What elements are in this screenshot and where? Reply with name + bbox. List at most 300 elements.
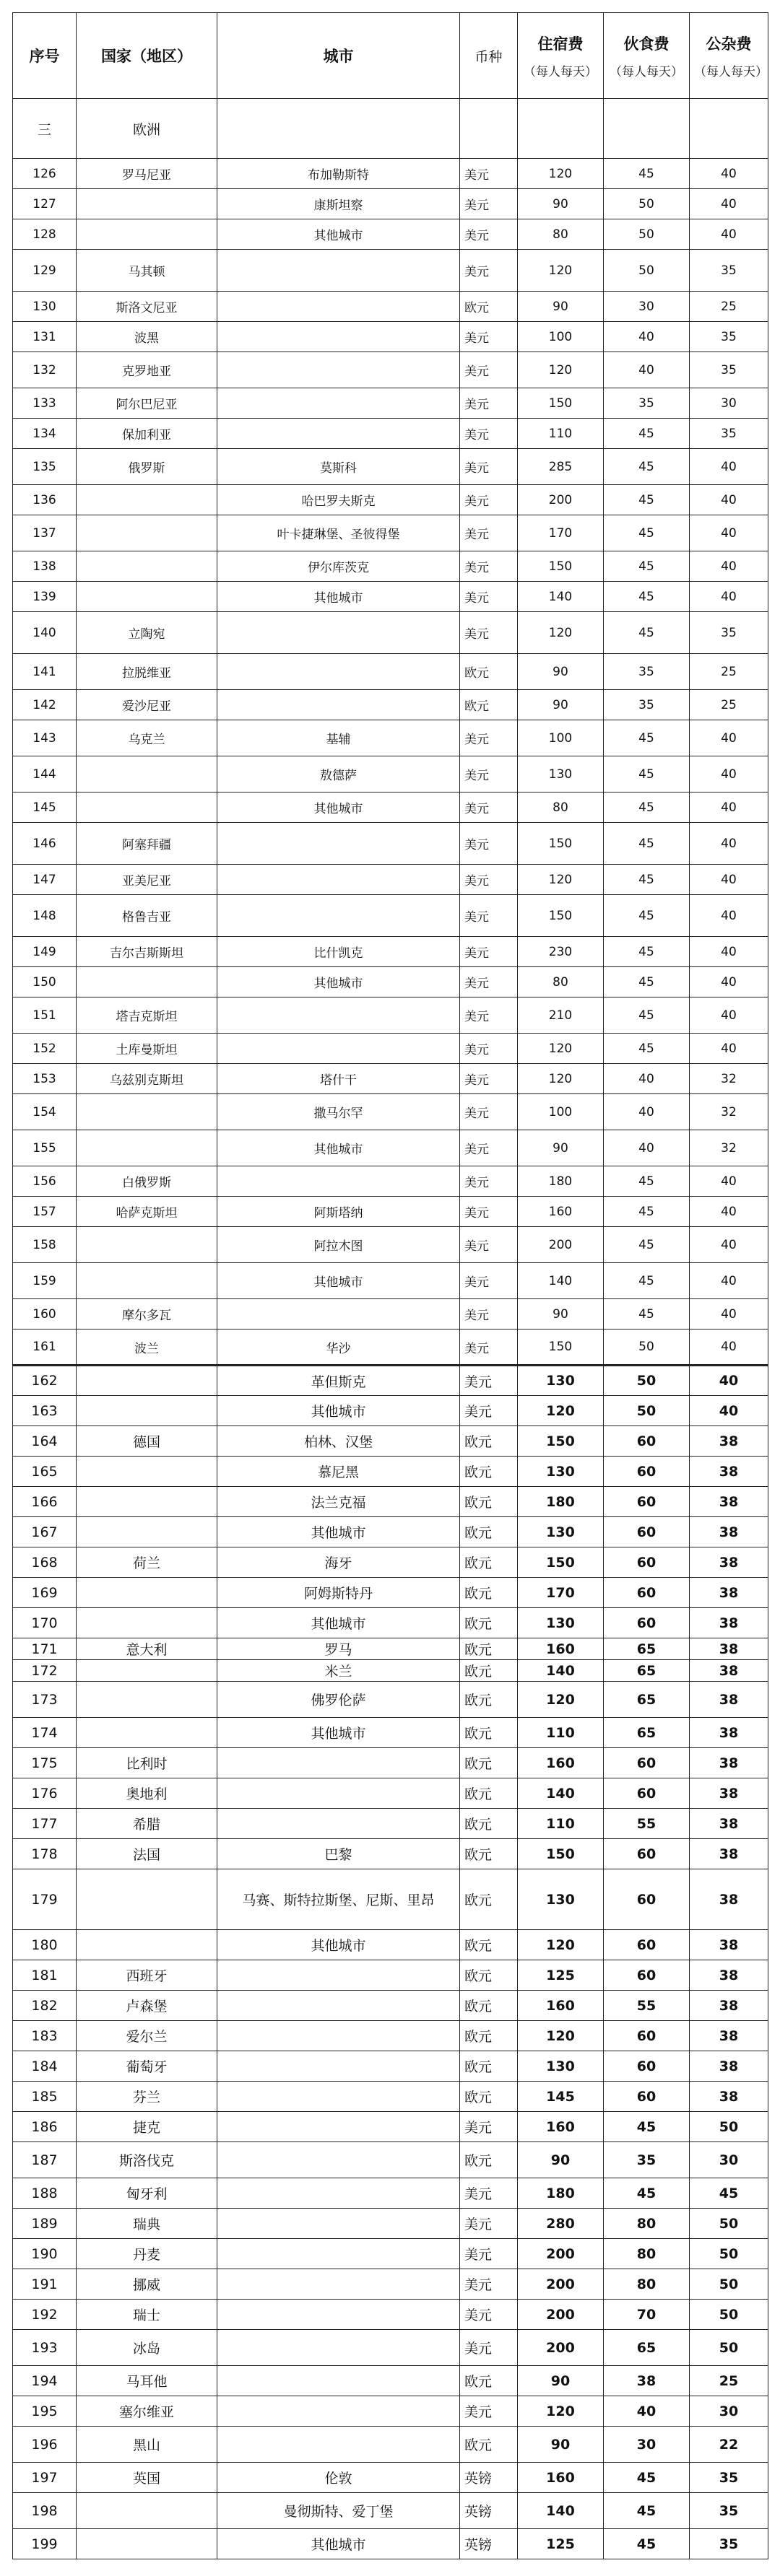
row-city: 其他城市: [217, 1263, 460, 1299]
row-lodging: 210: [518, 997, 604, 1034]
row-seq: 191: [13, 2269, 77, 2300]
row-meals: 70: [604, 2300, 690, 2330]
row-seq: 126: [13, 159, 77, 189]
row-currency: 美元: [460, 1130, 518, 1166]
row-country: 比利时: [77, 1748, 217, 1778]
row-country: 意大利: [77, 1638, 217, 1660]
header-currency: 币种: [460, 13, 518, 99]
header-meals-title: 伙食费: [623, 35, 670, 53]
row-city: 其他城市: [217, 967, 460, 997]
row-country: 马耳他: [77, 2366, 217, 2396]
row-country: 斯洛伐克: [77, 2142, 217, 2178]
row-lodging: 160: [518, 1748, 604, 1778]
row-seq: 141: [13, 654, 77, 690]
row-seq: 161: [13, 1330, 77, 1366]
table-row: [13, 292, 768, 322]
table-row: [13, 2463, 768, 2493]
row-currency: 美元: [460, 419, 518, 449]
header-city: 城市: [217, 13, 460, 99]
table-row: [13, 159, 768, 189]
row-misc: 35: [690, 250, 768, 292]
row-lodging: 150: [518, 1547, 604, 1578]
row-seq: 187: [13, 2142, 77, 2178]
row-misc: 35: [690, 419, 768, 449]
row-city: 其他城市: [217, 2529, 460, 2559]
table-row: [13, 1130, 768, 1166]
table-row: [13, 690, 768, 720]
row-country: 希腊: [77, 1809, 217, 1839]
row-currency: 美元: [460, 2269, 518, 2300]
row-city: 马赛、斯特拉斯堡、尼斯、里昂: [217, 1869, 460, 1930]
table-row: [13, 1487, 768, 1517]
row-meals: 80: [604, 2209, 690, 2239]
row-seq: 148: [13, 895, 77, 937]
row-lodging: 120: [518, 1064, 604, 1094]
row-currency: 美元: [460, 2178, 518, 2209]
row-seq: 198: [13, 2493, 77, 2529]
row-city: [217, 2427, 460, 2463]
row-meals: 40: [604, 1064, 690, 1094]
row-seq: 164: [13, 1426, 77, 1457]
row-seq: 171: [13, 1638, 77, 1660]
row-country: 乌兹别克斯坦: [77, 1064, 217, 1094]
row-country: [77, 515, 217, 551]
row-lodging: 90: [518, 1299, 604, 1330]
row-misc: 35: [690, 2529, 768, 2559]
row-currency: 欧元: [460, 292, 518, 322]
table-row: [13, 1660, 768, 1682]
section-row-europe: [13, 99, 768, 159]
row-lodging: 180: [518, 1487, 604, 1517]
row-city: [217, 250, 460, 292]
row-misc: 38: [690, 2082, 768, 2112]
row-currency: 美元: [460, 2112, 518, 2142]
row-city: [217, 690, 460, 720]
row-seq: 173: [13, 1682, 77, 1718]
row-meals: 45: [604, 419, 690, 449]
row-city: [217, 1960, 460, 1991]
section-empty-cell: [604, 99, 690, 159]
row-currency: 英镑: [460, 2493, 518, 2529]
section-empty-cell: [690, 99, 768, 159]
row-currency: 欧元: [460, 2051, 518, 2082]
row-city: 其他城市: [217, 793, 460, 823]
row-currency: 英镑: [460, 2463, 518, 2493]
row-city: [217, 2366, 460, 2396]
row-currency: 美元: [460, 449, 518, 485]
row-currency: 欧元: [460, 1748, 518, 1778]
row-currency: 美元: [460, 865, 518, 895]
row-meals: 45: [604, 551, 690, 582]
row-city: 塔什干: [217, 1064, 460, 1094]
row-currency: 欧元: [460, 2142, 518, 2178]
row-currency: 欧元: [460, 1718, 518, 1748]
row-lodging: 180: [518, 2178, 604, 2209]
row-city: 康斯坦察: [217, 189, 460, 219]
row-country: [77, 1608, 217, 1638]
row-lodging: 130: [518, 756, 604, 793]
row-currency: 美元: [460, 2396, 518, 2427]
row-currency: 欧元: [460, 1547, 518, 1578]
row-meals: 45: [604, 1166, 690, 1197]
row-city: 基辅: [217, 720, 460, 756]
row-meals: 45: [604, 2178, 690, 2209]
row-meals: 60: [604, 1608, 690, 1638]
row-lodging: 130: [518, 2051, 604, 2082]
row-misc: 40: [690, 1330, 768, 1366]
table-row: [13, 219, 768, 250]
row-country: [77, 1130, 217, 1166]
row-meals: 80: [604, 2239, 690, 2269]
row-seq: 163: [13, 1396, 77, 1426]
row-meals: 45: [604, 1263, 690, 1299]
row-country: [77, 1487, 217, 1517]
row-lodging: 280: [518, 2209, 604, 2239]
row-meals: 45: [604, 823, 690, 865]
row-seq: 156: [13, 1166, 77, 1197]
table-row: [13, 2239, 768, 2269]
table-row: [13, 967, 768, 997]
row-lodging: 90: [518, 2366, 604, 2396]
row-seq: 155: [13, 1130, 77, 1166]
row-city: 哈巴罗夫斯克: [217, 485, 460, 515]
row-seq: 134: [13, 419, 77, 449]
section-name: 欧洲: [77, 99, 217, 159]
row-meals: 45: [604, 1034, 690, 1064]
row-country: 罗马尼亚: [77, 159, 217, 189]
row-misc: 38: [690, 1457, 768, 1487]
row-meals: 50: [604, 250, 690, 292]
row-city: [217, 322, 460, 352]
row-currency: 美元: [460, 756, 518, 793]
row-misc: 35: [690, 2463, 768, 2493]
table-row: [13, 1396, 768, 1426]
row-city: [217, 419, 460, 449]
row-meals: 55: [604, 1809, 690, 1839]
row-misc: 25: [690, 654, 768, 690]
row-lodging: 200: [518, 1227, 604, 1263]
row-lodging: 120: [518, 250, 604, 292]
row-lodging: 120: [518, 612, 604, 654]
row-lodging: 130: [518, 1457, 604, 1487]
row-country: [77, 1682, 217, 1718]
row-meals: 65: [604, 2330, 690, 2366]
row-lodging: 120: [518, 1682, 604, 1718]
row-country: [77, 219, 217, 250]
table-row: [13, 419, 768, 449]
row-city: [217, 1166, 460, 1197]
table-row: [13, 937, 768, 967]
row-lodging: 100: [518, 1094, 604, 1130]
row-misc: 50: [690, 2330, 768, 2366]
row-city: 阿斯塔纳: [217, 1197, 460, 1227]
row-misc: 38: [690, 1660, 768, 1682]
row-country: [77, 1578, 217, 1608]
row-lodging: 130: [518, 1366, 604, 1396]
row-seq: 190: [13, 2239, 77, 2269]
row-meals: 65: [604, 1638, 690, 1660]
row-lodging: 150: [518, 388, 604, 419]
table-row: [13, 612, 768, 654]
row-seq: 183: [13, 2021, 77, 2051]
row-seq: 143: [13, 720, 77, 756]
row-meals: 60: [604, 1748, 690, 1778]
row-currency: 美元: [460, 1396, 518, 1426]
row-city: [217, 1778, 460, 1809]
table-row: [13, 1547, 768, 1578]
row-city: [217, 1809, 460, 1839]
row-country: 挪威: [77, 2269, 217, 2300]
row-lodging: 140: [518, 2493, 604, 2529]
row-lodging: 90: [518, 292, 604, 322]
row-country: 俄罗斯: [77, 449, 217, 485]
row-meals: 45: [604, 793, 690, 823]
row-lodging: 285: [518, 449, 604, 485]
row-seq: 127: [13, 189, 77, 219]
row-seq: 170: [13, 1608, 77, 1638]
row-meals: 45: [604, 2493, 690, 2529]
row-city: [217, 2021, 460, 2051]
row-meals: 65: [604, 1660, 690, 1682]
row-lodging: 100: [518, 322, 604, 352]
row-city: 伦敦: [217, 2463, 460, 2493]
row-seq: 144: [13, 756, 77, 793]
row-meals: 45: [604, 612, 690, 654]
row-misc: 45: [690, 2178, 768, 2209]
row-currency: 欧元: [460, 1809, 518, 1839]
row-misc: 38: [690, 1718, 768, 1748]
row-currency: 美元: [460, 1094, 518, 1130]
row-misc: 40: [690, 515, 768, 551]
row-currency: 欧元: [460, 2021, 518, 2051]
row-meals: 35: [604, 388, 690, 419]
table-row: [13, 1930, 768, 1960]
row-misc: 40: [690, 1263, 768, 1299]
row-seq: 172: [13, 1660, 77, 1682]
row-meals: 60: [604, 1778, 690, 1809]
row-meals: 45: [604, 720, 690, 756]
row-currency: 美元: [460, 1064, 518, 1094]
row-currency: 美元: [460, 2300, 518, 2330]
row-seq: 142: [13, 690, 77, 720]
header-seq: 序号: [13, 13, 77, 99]
row-misc: 38: [690, 1778, 768, 1809]
row-seq: 180: [13, 1930, 77, 1960]
row-seq: 140: [13, 612, 77, 654]
table-row: [13, 1960, 768, 1991]
row-seq: 159: [13, 1263, 77, 1299]
row-meals: 45: [604, 1299, 690, 1330]
row-country: 塔吉克斯坦: [77, 997, 217, 1034]
row-country: 立陶宛: [77, 612, 217, 654]
row-country: [77, 582, 217, 612]
row-seq: 184: [13, 2051, 77, 2082]
row-lodging: 110: [518, 1718, 604, 1748]
row-misc: 25: [690, 292, 768, 322]
row-city: 其他城市: [217, 1718, 460, 1748]
row-city: 革但斯克: [217, 1366, 460, 1396]
row-lodging: 130: [518, 1869, 604, 1930]
row-country: 爱沙尼亚: [77, 690, 217, 720]
row-country: 葡萄牙: [77, 2051, 217, 2082]
row-misc: 50: [690, 2209, 768, 2239]
row-currency: 美元: [460, 895, 518, 937]
row-meals: 38: [604, 2366, 690, 2396]
row-misc: 40: [690, 582, 768, 612]
row-currency: 欧元: [460, 1517, 518, 1547]
row-currency: 美元: [460, 551, 518, 582]
row-misc: 38: [690, 1547, 768, 1578]
row-currency: 美元: [460, 2209, 518, 2239]
row-meals: 35: [604, 690, 690, 720]
table-row: [13, 2396, 768, 2427]
row-lodging: 160: [518, 1638, 604, 1660]
row-misc: 35: [690, 612, 768, 654]
row-misc: 25: [690, 2366, 768, 2396]
row-country: 瑞士: [77, 2300, 217, 2330]
row-misc: 40: [690, 189, 768, 219]
row-meals: 45: [604, 997, 690, 1034]
row-lodging: 80: [518, 219, 604, 250]
row-misc: 50: [690, 2112, 768, 2142]
row-currency: 美元: [460, 352, 518, 388]
row-misc: 38: [690, 1809, 768, 1839]
row-currency: 欧元: [460, 1930, 518, 1960]
row-currency: 美元: [460, 2239, 518, 2269]
row-misc: 38: [690, 1638, 768, 1660]
row-misc: 38: [690, 1682, 768, 1718]
row-country: [77, 1517, 217, 1547]
table-row: [13, 895, 768, 937]
table-row: [13, 2112, 768, 2142]
row-seq: 181: [13, 1960, 77, 1991]
row-meals: 45: [604, 449, 690, 485]
row-misc: 40: [690, 720, 768, 756]
row-country: 卢森堡: [77, 1991, 217, 2021]
row-lodging: 170: [518, 1578, 604, 1608]
row-misc: 30: [690, 2396, 768, 2427]
row-currency: 美元: [460, 1330, 518, 1366]
table-row: [13, 720, 768, 756]
row-lodging: 120: [518, 352, 604, 388]
row-currency: 欧元: [460, 1960, 518, 1991]
row-lodging: 90: [518, 2142, 604, 2178]
row-misc: 40: [690, 1166, 768, 1197]
table-row: [13, 189, 768, 219]
row-country: 波兰: [77, 1330, 217, 1366]
row-meals: 40: [604, 322, 690, 352]
row-currency: 美元: [460, 1034, 518, 1064]
row-country: 波黑: [77, 322, 217, 352]
row-country: [77, 1396, 217, 1426]
row-city: 其他城市: [217, 1608, 460, 1638]
row-city: [217, 2239, 460, 2269]
row-lodging: 150: [518, 1426, 604, 1457]
row-seq: 146: [13, 823, 77, 865]
row-country: [77, 967, 217, 997]
row-meals: 45: [604, 1197, 690, 1227]
row-city: 莫斯科: [217, 449, 460, 485]
row-misc: 30: [690, 2142, 768, 2178]
row-seq: 150: [13, 967, 77, 997]
table-row: [13, 2178, 768, 2209]
row-misc: 40: [690, 967, 768, 997]
row-seq: 152: [13, 1034, 77, 1064]
row-misc: 32: [690, 1130, 768, 1166]
row-country: 阿塞拜疆: [77, 823, 217, 865]
row-misc: 50: [690, 2269, 768, 2300]
row-misc: 38: [690, 1869, 768, 1930]
table-row: [13, 485, 768, 515]
table-row: [13, 1682, 768, 1718]
row-currency: 欧元: [460, 1487, 518, 1517]
row-country: 吉尔吉斯斯坦: [77, 937, 217, 967]
row-city: [217, 2051, 460, 2082]
row-meals: 60: [604, 2082, 690, 2112]
row-lodging: 150: [518, 823, 604, 865]
row-country: [77, 1457, 217, 1487]
row-city: 法兰克福: [217, 1487, 460, 1517]
row-country: 奥地利: [77, 1778, 217, 1809]
table-row: [13, 551, 768, 582]
row-city: 阿拉木图: [217, 1227, 460, 1263]
table-row: [13, 250, 768, 292]
row-seq: 138: [13, 551, 77, 582]
row-currency: 欧元: [460, 1839, 518, 1869]
row-city: 其他城市: [217, 1130, 460, 1166]
row-country: 丹麦: [77, 2239, 217, 2269]
row-currency: 美元: [460, 937, 518, 967]
row-currency: 美元: [460, 322, 518, 352]
table-row: [13, 1748, 768, 1778]
row-currency: 英镑: [460, 2529, 518, 2559]
table-row: [13, 515, 768, 551]
row-city: [217, 1034, 460, 1064]
row-country: [77, 1869, 217, 1930]
row-country: 哈萨克斯坦: [77, 1197, 217, 1227]
table-row: [13, 1778, 768, 1809]
row-lodging: 125: [518, 2529, 604, 2559]
row-seq: 195: [13, 2396, 77, 2427]
table-row: [13, 1991, 768, 2021]
table-row: [13, 2021, 768, 2051]
row-misc: 40: [690, 449, 768, 485]
row-seq: 145: [13, 793, 77, 823]
header-row: [13, 13, 768, 99]
row-city: 海牙: [217, 1547, 460, 1578]
row-country: 芬兰: [77, 2082, 217, 2112]
row-seq: 130: [13, 292, 77, 322]
row-lodging: 140: [518, 1263, 604, 1299]
row-country: [77, 485, 217, 515]
row-lodging: 200: [518, 2330, 604, 2366]
row-currency: 美元: [460, 793, 518, 823]
row-city: [217, 2112, 460, 2142]
row-seq: 129: [13, 250, 77, 292]
row-city: [217, 352, 460, 388]
row-meals: 45: [604, 515, 690, 551]
row-seq: 166: [13, 1487, 77, 1517]
row-meals: 45: [604, 967, 690, 997]
row-seq: 189: [13, 2209, 77, 2239]
row-seq: 175: [13, 1748, 77, 1778]
row-country: 塞尔维亚: [77, 2396, 217, 2427]
row-misc: 40: [690, 756, 768, 793]
row-city: [217, 1748, 460, 1778]
row-seq: 174: [13, 1718, 77, 1748]
row-misc: 40: [690, 219, 768, 250]
table-row: [13, 1718, 768, 1748]
